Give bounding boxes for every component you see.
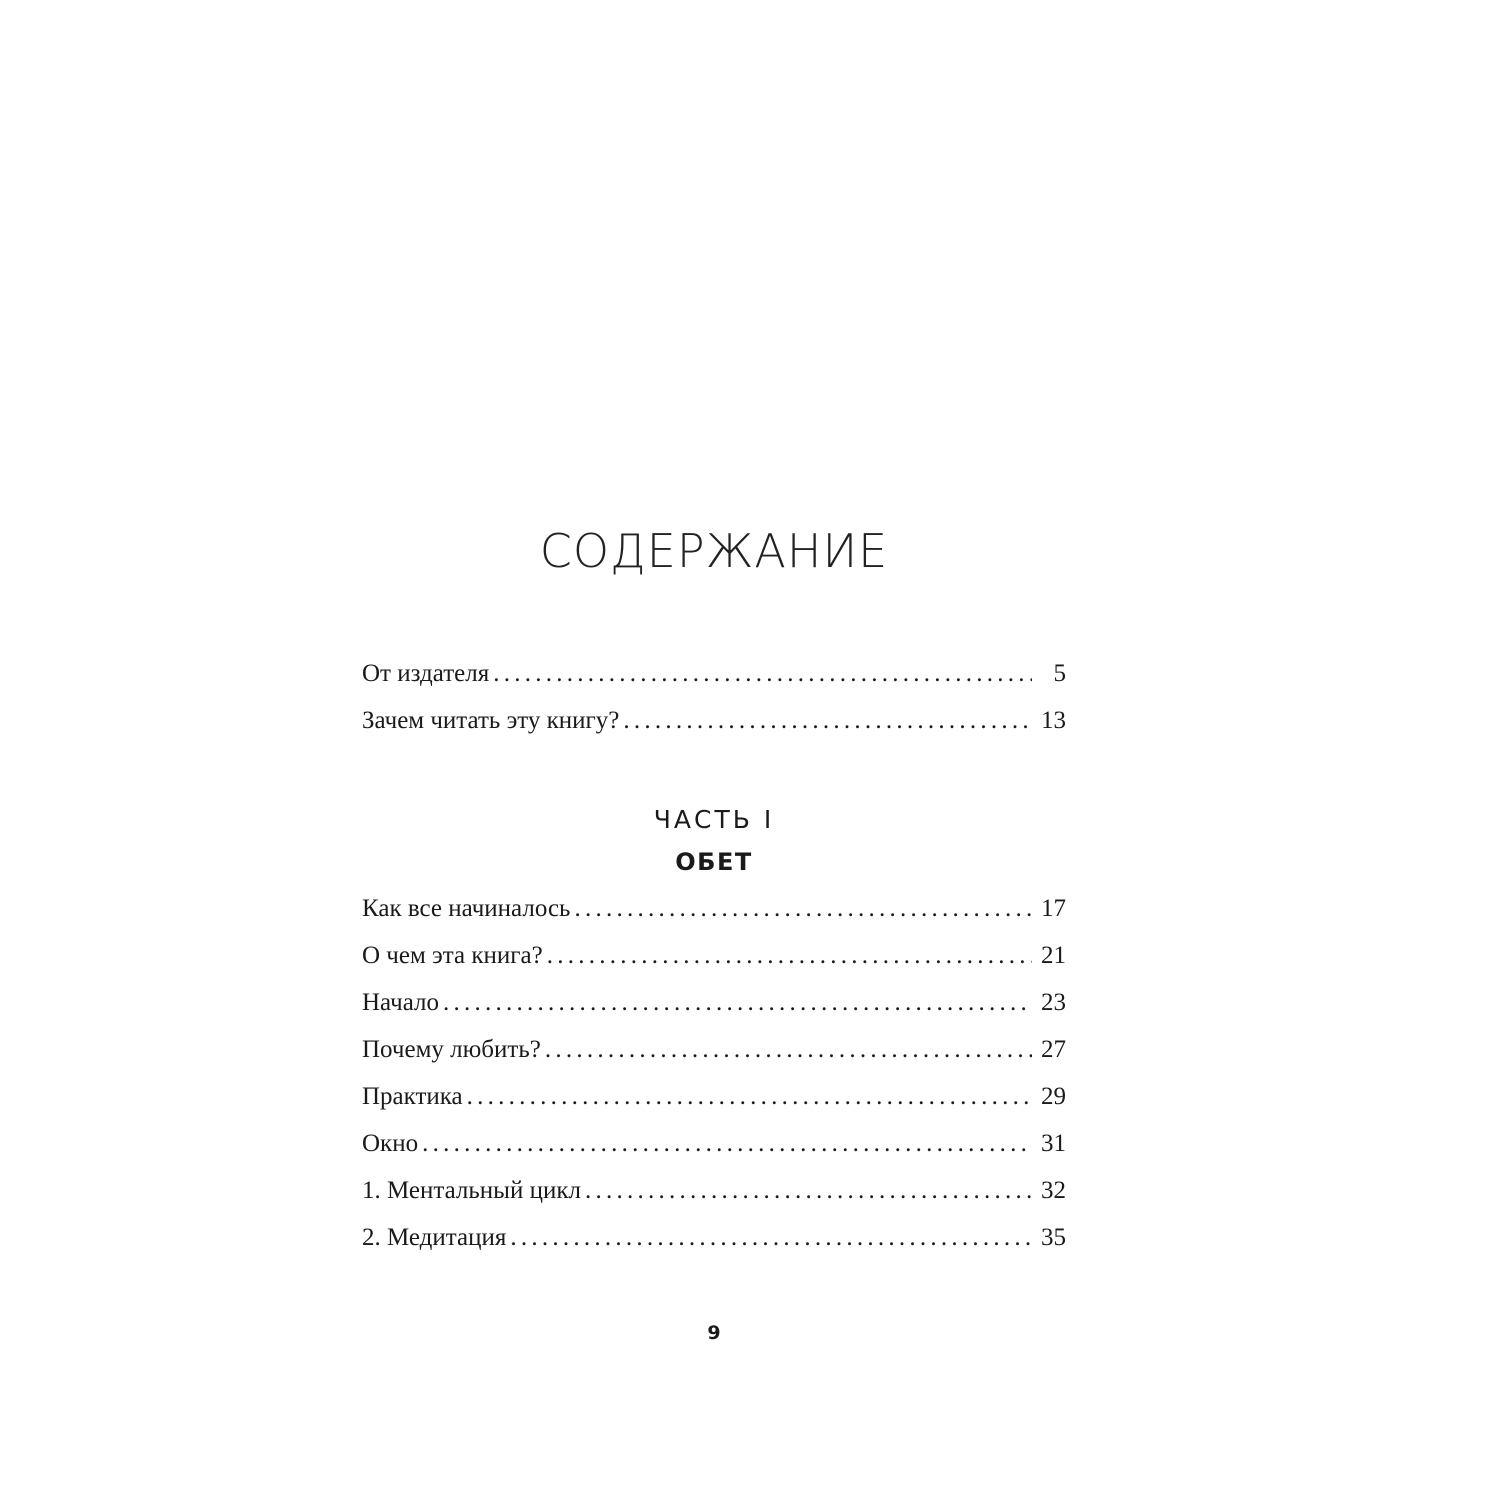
page-number: 9 <box>707 1322 721 1344</box>
toc-entry[interactable] <box>362 660 1066 707</box>
dot-leader <box>585 1177 1032 1205</box>
dot-leader <box>467 1083 1032 1111</box>
dot-leader <box>443 989 1032 1017</box>
part-title: ОБЕТ <box>675 848 753 876</box>
dot-leader <box>623 707 1032 735</box>
toc-entry[interactable] <box>362 989 1066 1036</box>
toc-entry-page: 17 <box>1041 895 1066 922</box>
dot-leader <box>574 895 1032 923</box>
toc-entry-page: 32 <box>1041 1177 1066 1204</box>
toc-entry-label: Как все начиналось <box>362 895 571 922</box>
dot-leader <box>547 942 1032 970</box>
part-number: ЧАСТЬ I <box>653 805 775 834</box>
toc-entry-label: О чем эта книга? <box>362 942 543 969</box>
toc-entry-page: 29 <box>1041 1083 1066 1110</box>
toc-entry[interactable] <box>362 1130 1066 1177</box>
toc-entry-page: 23 <box>1041 989 1066 1016</box>
toc-entry-page: 31 <box>1041 1130 1066 1157</box>
dot-leader <box>510 1224 1032 1252</box>
toc-entry-page: 27 <box>1041 1036 1066 1063</box>
toc-entry[interactable] <box>362 1177 1066 1224</box>
toc-entry[interactable] <box>362 1224 1066 1271</box>
toc-entry-label: 1. Ментальный цикл <box>362 1177 581 1204</box>
toc-entry[interactable] <box>362 1083 1066 1130</box>
toc-entry[interactable] <box>362 942 1066 989</box>
dot-leader <box>545 1036 1032 1064</box>
toc-entry-label: От издателя <box>362 660 490 687</box>
toc-entry-label: Почему любить? <box>362 1036 541 1063</box>
toc-entry-label: 2. Медитация <box>362 1224 507 1251</box>
dot-leader <box>493 660 1032 688</box>
toc-title: СОДЕРЖАНИЕ <box>539 524 889 578</box>
toc-entry-label: Начало <box>362 989 440 1016</box>
toc-entry-page: 5 <box>1053 660 1066 687</box>
toc-entry-page: 21 <box>1041 942 1066 969</box>
toc-entry[interactable] <box>362 1036 1066 1083</box>
toc-entry-page: 13 <box>1041 707 1066 734</box>
toc-entry-page: 35 <box>1041 1224 1066 1251</box>
toc-entry-label: Окно <box>362 1130 419 1157</box>
toc-entry[interactable] <box>362 895 1066 942</box>
part-entries-list <box>362 895 1066 1271</box>
dot-leader <box>422 1130 1032 1158</box>
toc-entry[interactable] <box>362 707 1066 754</box>
front-matter-list <box>362 660 1066 754</box>
toc-entry-label: Зачем читать эту книгу? <box>362 707 620 734</box>
toc-entry-label: Практика <box>362 1083 463 1110</box>
